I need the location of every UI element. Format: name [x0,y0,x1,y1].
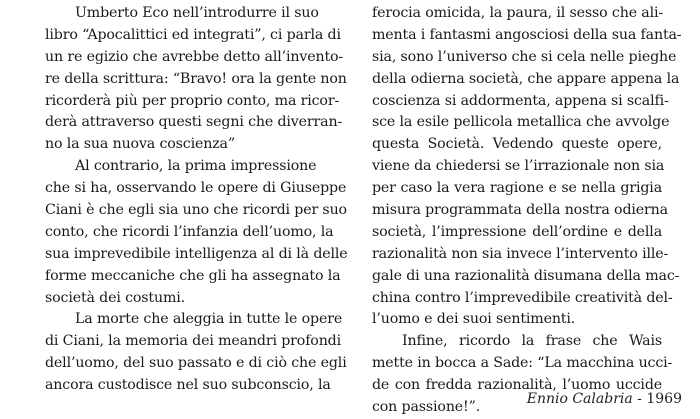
text-line: Ciani è che egli sia uno che ricordi per suo [45,202,347,219]
text-line: gale di una razionalità disumana della mac- [372,267,680,284]
text-line: società, l’impressione dell’ordine e della [372,223,662,240]
text-line: La morte che aleggia in tutte le opere [75,311,343,328]
text-line: sua imprevedibile intelligenza al di là delle [45,245,348,262]
text-line: re della scrittura: “Bravo! ora la gente non [45,70,347,87]
text-line: libro “Apocalittici ed integrati”, ci parla di [45,26,341,43]
text-line: ricorderà più per proprio conto, ma ricor- [45,92,340,109]
text-line: sia, sono l’universo che si cela nelle pieghe [372,48,677,65]
text-line: misura programmata della nostra odierna [372,202,668,219]
author-name: Ennio Calabria [526,391,633,407]
signature-separator: - [632,391,647,407]
text-line: sce la esile pellicola metallica che avvolge [372,114,670,131]
text-line: conto, che ricordi l’infanzia dell’uomo, la [45,223,334,240]
text-line: con passione!”. [372,399,481,416]
text-line: derà attraverso questi segni che diverran- [45,114,343,131]
text-line: de con fredda razionalità, l’uomo uccide [372,377,662,394]
author-signature [527,391,682,407]
text-line: Al contrario, la prima impressione [75,158,317,175]
text-line: Umberto Eco nell’introdurre il suo [75,5,319,21]
text-line: per caso la vera ragione e se nella grigia [372,180,662,197]
left-text-column [45,3,348,397]
text-line: razionalità non sia invece l’intervento ille- [372,245,669,262]
text-line: della odierna società, che appare appena la [372,70,680,87]
text-line: che si ha, osservando le opere di Giuseppe [45,180,347,197]
text-line: questa Società. Vedendo queste opere, [372,136,662,153]
text-line: un re egizio che avrebbe detto all’invento- [45,48,344,65]
text-line: ferocia omicida, la paura, il sesso che ali- [372,5,664,21]
text-line: no la sua nuova coscienza” [45,136,235,153]
signature-year: 1969 [646,391,682,407]
text-line: china contro l’imprevedibile creatività del- [372,289,673,306]
text-line: dell’uomo, del suo passato e di ciò che egli [45,355,347,372]
text-line: Infine, ricordo la frase che Wais [402,333,662,350]
text-line: forme meccaniche che gli ha assegnato la [45,267,341,284]
text-line: mette in bocca a Sade: “La macchina ucci- [372,355,673,372]
text-line: l’uomo e dei suoi sentimenti. [372,311,576,328]
text-line: coscienza si addormenta, appena si scalfi- [372,92,669,109]
text-line: menta i fantasmi angosciosi della sua fanta- [372,26,682,43]
text-line: società dei costumi. [45,289,186,306]
text-line: di Ciani, la memoria dei meandri profondi [45,333,341,350]
text-line: viene da chiedersi se l’irrazionale non sia [372,158,665,175]
text-line: ancora custodisce nel suo subconscio, la [45,377,331,394]
